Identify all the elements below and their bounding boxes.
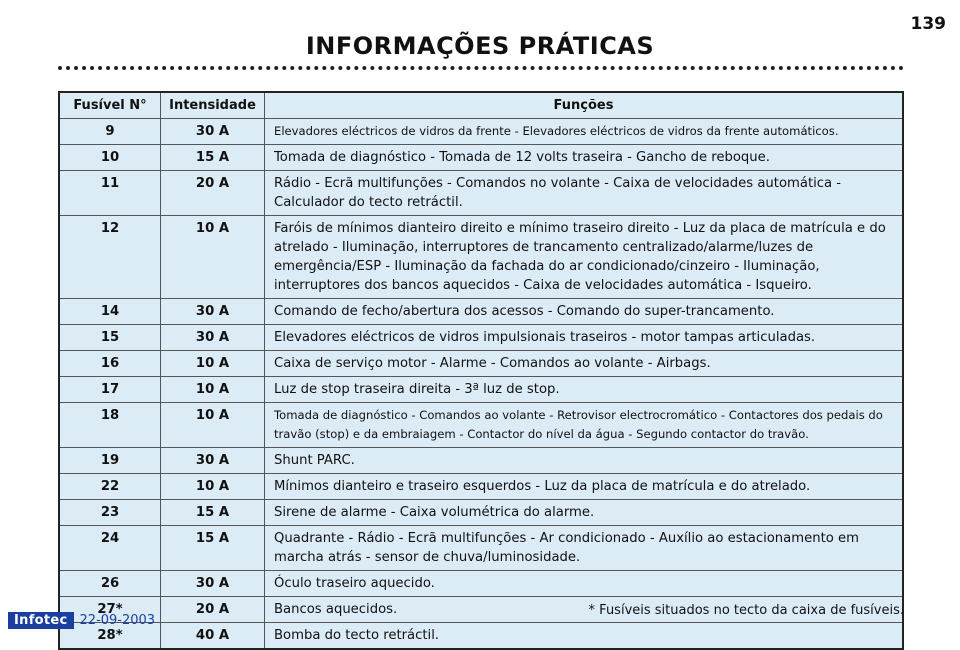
fuse-amperage: 30 A — [161, 119, 265, 145]
fuse-number: 22 — [59, 474, 161, 500]
fuse-amperage: 10 A — [161, 403, 265, 448]
table-row — [59, 377, 903, 403]
fuse-number: 16 — [59, 351, 161, 377]
fuse-functions: Faróis de mínimos dianteiro direito e mínimo traseiro direito - Luz da placa de matrícula e do atrelado - Iluminação, interruptores de trancamento centralizado/alarme/luzes de emergência/ESP - Iluminação da fachada do ar condicionado/cinzeiro - Iluminação, interruptores dos bancos aquecidos - Caixa de velocidades automática - Isqueiro. — [265, 216, 904, 299]
infotec-logo: Infotec — [8, 612, 74, 629]
header-fuse-number: Fusível N° — [59, 92, 161, 119]
fuse-functions: Tomada de diagnóstico - Comandos ao volante - Retrovisor electrocromático - Contactores dos pedais do travão (stop) e da embraiagem - Contactor do nível da água - Segundo contactor do travão. — [265, 403, 904, 448]
fuse-number: 9 — [59, 119, 161, 145]
page-title: INFORMAÇÕES PRÁTICAS — [305, 32, 655, 60]
fuse-functions: Quadrante - Rádio - Ecrã multifunções - Ar condicionado - Auxílio ao estacionamento em marcha atrás - sensor de chuva/luminosidade. — [265, 526, 904, 571]
fuse-functions: Elevadores eléctricos de vidros impulsionais traseiros - motor tampas articuladas. — [265, 325, 904, 351]
fuse-amperage: 30 A — [161, 448, 265, 474]
table-row — [59, 145, 903, 171]
fuse-functions: Comando de fecho/abertura dos acessos - Comando do super-trancamento. — [265, 299, 904, 325]
fuse-functions: Luz de stop traseira direita - 3ª luz de stop. — [265, 377, 904, 403]
table-row — [59, 299, 903, 325]
table-row — [59, 448, 903, 474]
fuse-functions: Caixa de serviço motor - Alarme - Comandos ao volante - Airbags. — [265, 351, 904, 377]
footer — [8, 612, 155, 629]
fuse-amperage: 10 A — [161, 351, 265, 377]
fuse-amperage: 20 A — [161, 171, 265, 216]
fuse-number: 17 — [59, 377, 161, 403]
dotted-divider — [58, 66, 904, 70]
table-row — [59, 325, 903, 351]
fuse-functions: Óculo traseiro aquecido. — [265, 571, 904, 597]
table-body — [59, 119, 903, 650]
header-amperage: Intensidade — [161, 92, 265, 119]
fuse-amperage: 15 A — [161, 526, 265, 571]
fuse-amperage: 15 A — [161, 145, 265, 171]
fuse-amperage: 30 A — [161, 325, 265, 351]
page-number: 139 — [910, 14, 946, 34]
fuse-amperage: 10 A — [161, 377, 265, 403]
fuse-amperage: 30 A — [161, 299, 265, 325]
fuse-number: 18 — [59, 403, 161, 448]
fuse-number: 11 — [59, 171, 161, 216]
fuse-amperage: 20 A — [161, 597, 265, 623]
table-row — [59, 500, 903, 526]
fuse-amperage: 10 A — [161, 216, 265, 299]
fuse-functions: Sirene de alarme - Caixa volumétrica do alarme. — [265, 500, 904, 526]
fuse-amperage: 15 A — [161, 500, 265, 526]
header-functions: Funções — [265, 92, 904, 119]
fuse-number: 27* — [59, 597, 161, 623]
table-row — [59, 474, 903, 500]
fuse-number: 26 — [59, 571, 161, 597]
table-row — [59, 351, 903, 377]
fuse-amperage: 40 A — [161, 623, 265, 650]
fuse-functions: Mínimos dianteiro e traseiro esquerdos - Luz da placa de matrícula e do atrelado. — [265, 474, 904, 500]
table-row — [59, 119, 903, 145]
fuse-number: 10 — [59, 145, 161, 171]
footer-date: 22-09-2003 — [79, 613, 156, 628]
fuse-functions: Elevadores eléctricos de vidros da frente - Elevadores eléctricos de vidros da frente automáticos. — [265, 119, 904, 145]
fuse-table — [58, 91, 904, 650]
fuse-functions: Shunt PARC. — [265, 448, 904, 474]
table-header-row — [59, 92, 903, 119]
fuse-number: 24 — [59, 526, 161, 571]
fuse-number: 12 — [59, 216, 161, 299]
table-row — [59, 171, 903, 216]
fuse-functions: Rádio - Ecrã multifunções - Comandos no volante - Caixa de velocidades automática - Calculador do tecto retráctil. — [265, 171, 904, 216]
table-row — [59, 526, 903, 571]
table-row — [59, 216, 903, 299]
table-row — [59, 623, 903, 650]
fuse-functions: Bomba do tecto retráctil. — [265, 623, 904, 650]
fuse-functions: Bancos aquecidos. — [265, 597, 904, 623]
table-row — [59, 403, 903, 448]
fuse-number: 23 — [59, 500, 161, 526]
fuse-number: 14 — [59, 299, 161, 325]
fuse-number: 28* — [59, 623, 161, 650]
fuse-amperage: 30 A — [161, 571, 265, 597]
fuse-number: 15 — [59, 325, 161, 351]
footnote: * Fusíveis situados no tecto da caixa de fusíveis. — [588, 603, 904, 618]
fuse-number: 19 — [59, 448, 161, 474]
fuse-functions: Tomada de diagnóstico - Tomada de 12 volts traseira - Gancho de reboque. — [265, 145, 904, 171]
table-row — [59, 571, 903, 597]
fuse-amperage: 10 A — [161, 474, 265, 500]
